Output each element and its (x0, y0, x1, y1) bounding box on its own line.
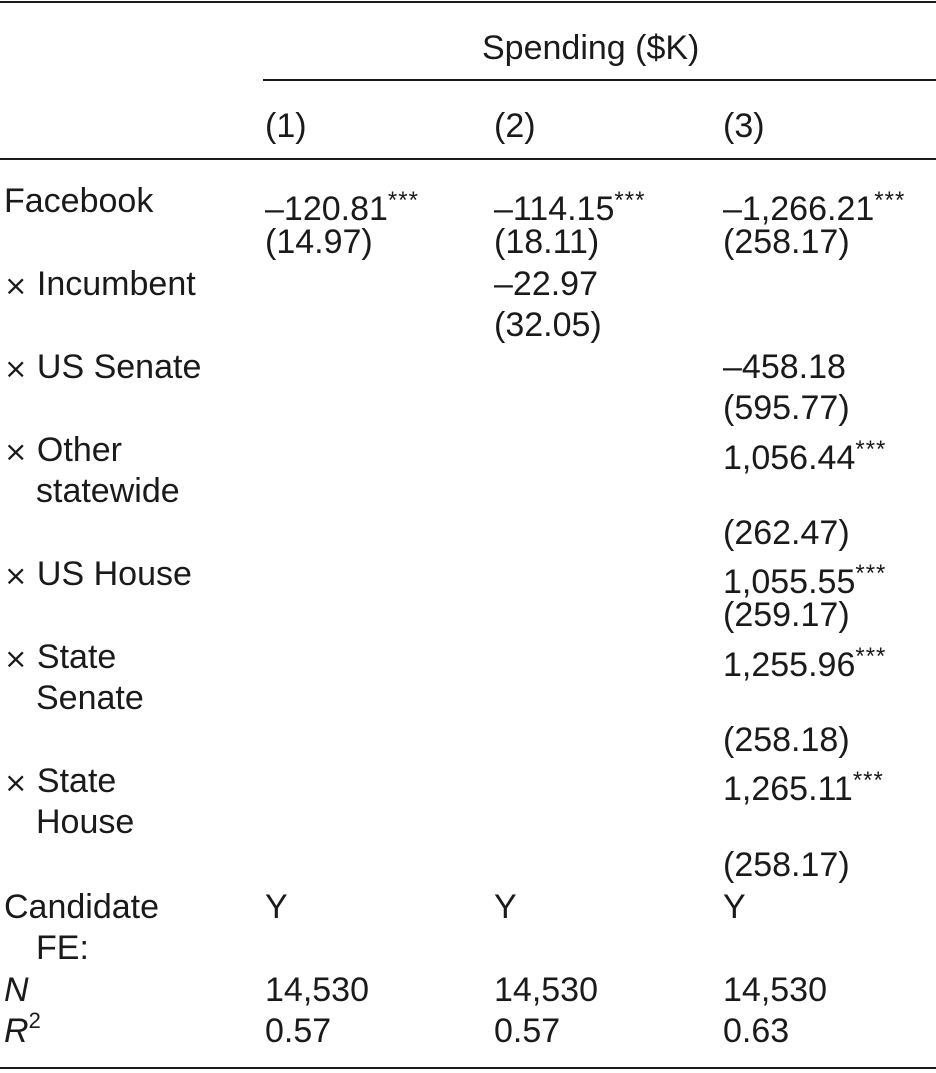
r2-c2: 0.57 (494, 1012, 561, 1050)
significance-stars: *** (852, 767, 884, 794)
row-label-us-house: × US House (4, 555, 192, 593)
se-facebook-c1: (14.97) (265, 223, 373, 261)
coef-other-statewide-c3: 1,056.44*** (723, 436, 887, 477)
r2-c3: 0.63 (723, 1012, 790, 1050)
significance-stars: *** (855, 436, 887, 463)
top-rule (0, 1, 936, 3)
n-c3: 14,530 (723, 971, 827, 1009)
coef-facebook-c1: –120.81*** (265, 187, 419, 228)
column-header-2: (2) (494, 107, 536, 145)
se-incumbent-c2: (32.05) (494, 306, 602, 344)
coef-incumbent-c2: –22.97 (494, 265, 598, 303)
candidate-fe-c1: Y (265, 888, 288, 926)
se-state-senate-c3: (258.18) (723, 721, 850, 759)
se-us-senate-c3: (595.77) (723, 389, 850, 427)
times-symbol: × (4, 559, 28, 592)
row-label-r-squared: $R^2$ (4, 1008, 41, 1050)
n-c2: 14,530 (494, 971, 598, 1009)
times-symbol: × (4, 766, 28, 799)
se-facebook-c2: (18.11) (494, 223, 600, 261)
se-other-statewide-c3: (262.47) (723, 514, 850, 552)
se-facebook-c3: (258.17) (723, 223, 850, 261)
row-label-us-senate: × US Senate (4, 348, 202, 386)
coef-facebook-c3: –1,266.21*** (723, 187, 906, 228)
header-rule (0, 158, 936, 160)
times-symbol: × (4, 352, 28, 385)
coef-state-house-c3: 1,265.11*** (723, 767, 884, 808)
r2-c1: 0.57 (265, 1012, 332, 1050)
row-label-facebook: Facebook (4, 182, 154, 220)
row-label-candidate-fe: Candidate (4, 888, 160, 926)
se-us-house-c3: (259.17) (723, 596, 850, 634)
column-header-1: (1) (265, 107, 307, 145)
row-label-state-senate: × State (4, 638, 117, 676)
times-symbol: × (4, 642, 28, 675)
column-header-3: (3) (723, 107, 765, 145)
coef-us-senate-c3: –458.18 (723, 348, 846, 386)
times-symbol: × (4, 435, 28, 468)
n-c1: 14,530 (265, 971, 369, 1009)
row-label-other-statewide-line2: statewide (36, 472, 180, 510)
significance-stars: *** (855, 643, 887, 670)
candidate-fe-c2: Y (494, 888, 517, 926)
significance-stars: *** (874, 187, 906, 214)
coef-facebook-c2: –114.15*** (494, 187, 646, 228)
row-label-n: N (4, 971, 29, 1009)
row-label-incumbent: × Incumbent (4, 265, 196, 303)
group-rule (263, 79, 936, 81)
se-state-house-c3: (258.17) (723, 846, 850, 884)
row-label-state-house-line2: House (36, 803, 135, 841)
header-group-label: Spending ($K) (482, 29, 700, 67)
row-label-other-statewide: × Other (4, 431, 122, 469)
candidate-fe-c3: Y (723, 888, 746, 926)
row-label-state-house: × State (4, 762, 117, 800)
significance-stars: *** (855, 560, 887, 587)
coef-state-senate-c3: 1,255.96*** (723, 643, 887, 684)
bottom-rule (0, 1067, 936, 1069)
significance-stars: *** (387, 187, 419, 214)
row-label-candidate-fe-line2: FE: (36, 929, 89, 967)
times-symbol: × (4, 269, 28, 302)
row-label-state-senate-line2: Senate (36, 679, 144, 717)
coef-us-house-c3: 1,055.55*** (723, 560, 887, 601)
significance-stars: *** (614, 187, 646, 214)
